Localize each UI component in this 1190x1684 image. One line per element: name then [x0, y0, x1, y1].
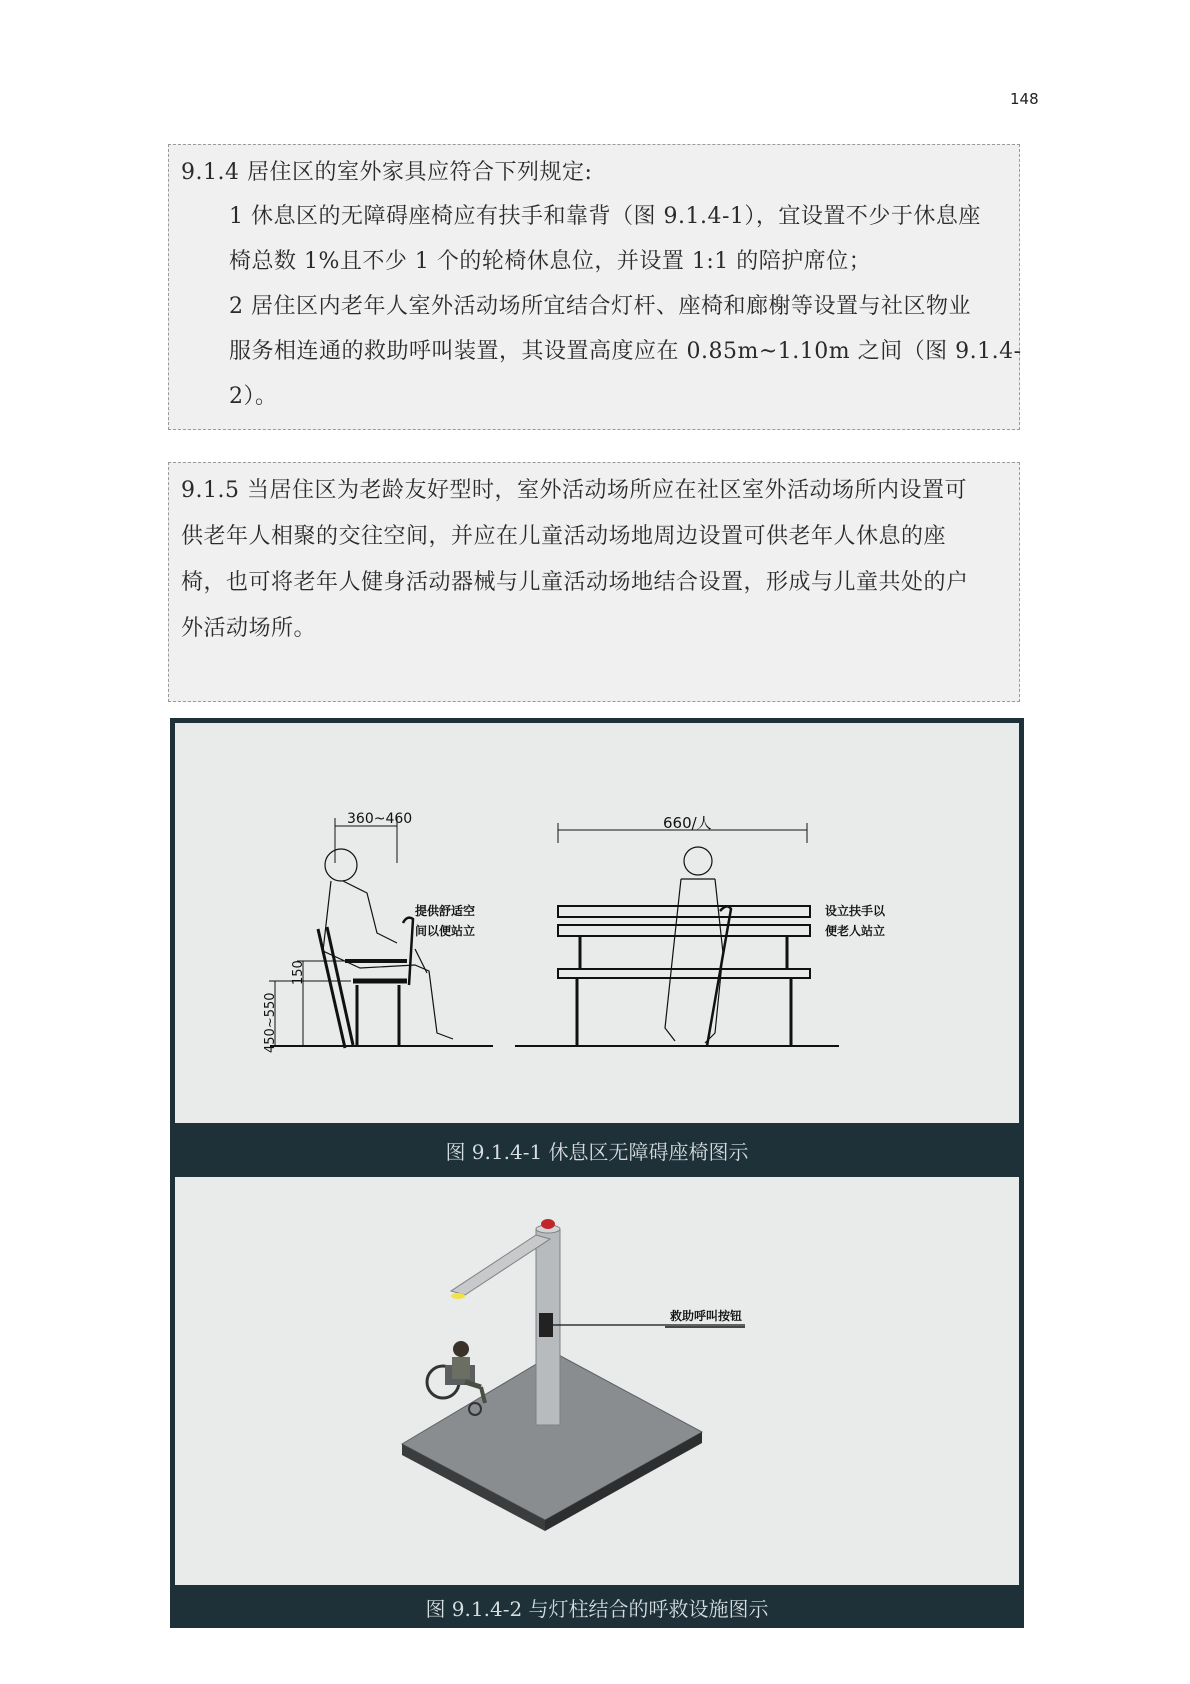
- clause-9-1-4-line: 椅总数 1%且不少 1 个的轮椅休息位，并设置 1:1 的陪护席位；: [229, 249, 872, 274]
- note-right-line2: 便老人站立: [825, 924, 886, 938]
- figure-9-1-4-1-caption: 图 9.1.4-1 休息区无障碍座椅图示: [445, 1140, 749, 1164]
- clause-9-1-4-box: [168, 144, 1020, 430]
- wheelchair-user-icon: [427, 1341, 485, 1415]
- dim-armrest-label: 150: [291, 960, 306, 985]
- note-left-line1: 提供舒适空: [415, 904, 476, 918]
- lamp-post-illustration-area: [175, 1177, 1019, 1585]
- lamp-post-diagram: [175, 1177, 1019, 1585]
- alarm-button-label: 救助呼叫按钮: [670, 1309, 743, 1323]
- clause-9-1-5-line: 外活动场所。: [181, 616, 317, 641]
- clause-9-1-5-line: 椅，也可将老年人健身活动器械与儿童活动场地结合设置，形成与儿童共处的户: [181, 570, 969, 595]
- figure-9-1-4-2-caption: 图 9.1.4-2 与灯柱结合的呼救设施图示: [425, 1597, 769, 1621]
- dim-seat-height-label: 450~550: [263, 992, 278, 1053]
- dim-seat-depth-label: 360~460: [347, 811, 413, 827]
- clause-9-1-4-line: 服务相连通的救助呼叫装置，其设置高度应在 0.85m~1.10m 之间（图 9.1.4-: [229, 339, 1022, 364]
- note-left-line2: 间以便站立: [415, 924, 476, 938]
- page-number: 148: [1010, 90, 1039, 108]
- clause-9-1-5-box: [168, 462, 1020, 702]
- bench-diagram: [175, 723, 1019, 1123]
- clause-9-1-4-line: 1 休息区的无障碍座椅应有扶手和靠背（图 9.1.4-1），宜设置不少于休息座: [229, 204, 981, 229]
- figure-9-1-4-2-panel: [170, 1172, 1024, 1628]
- clause-9-1-4-heading: 9.1.4 居住区的室外家具应符合下列规定:: [181, 160, 593, 185]
- figure-9-1-4-1-panel: [170, 718, 1024, 1172]
- clause-9-1-5-line: 9.1.5 当居住区为老龄友好型时，室外活动场所应在社区室外活动场所内设置可: [181, 478, 967, 503]
- dim-bench-width-label: 660/人: [663, 814, 712, 832]
- note-right-line1: 设立扶手以: [825, 904, 886, 918]
- clause-9-1-4-line: 2）。: [229, 384, 278, 409]
- bench-illustration-area: [175, 723, 1019, 1123]
- clause-9-1-4-line: 2 居住区内老年人室外活动场所宜结合灯杆、座椅和廊榭等设置与社区物业: [229, 294, 971, 319]
- clause-9-1-5-line: 供老年人相聚的交往空间，并应在儿童活动场地周边设置可供老年人休息的座: [181, 524, 947, 549]
